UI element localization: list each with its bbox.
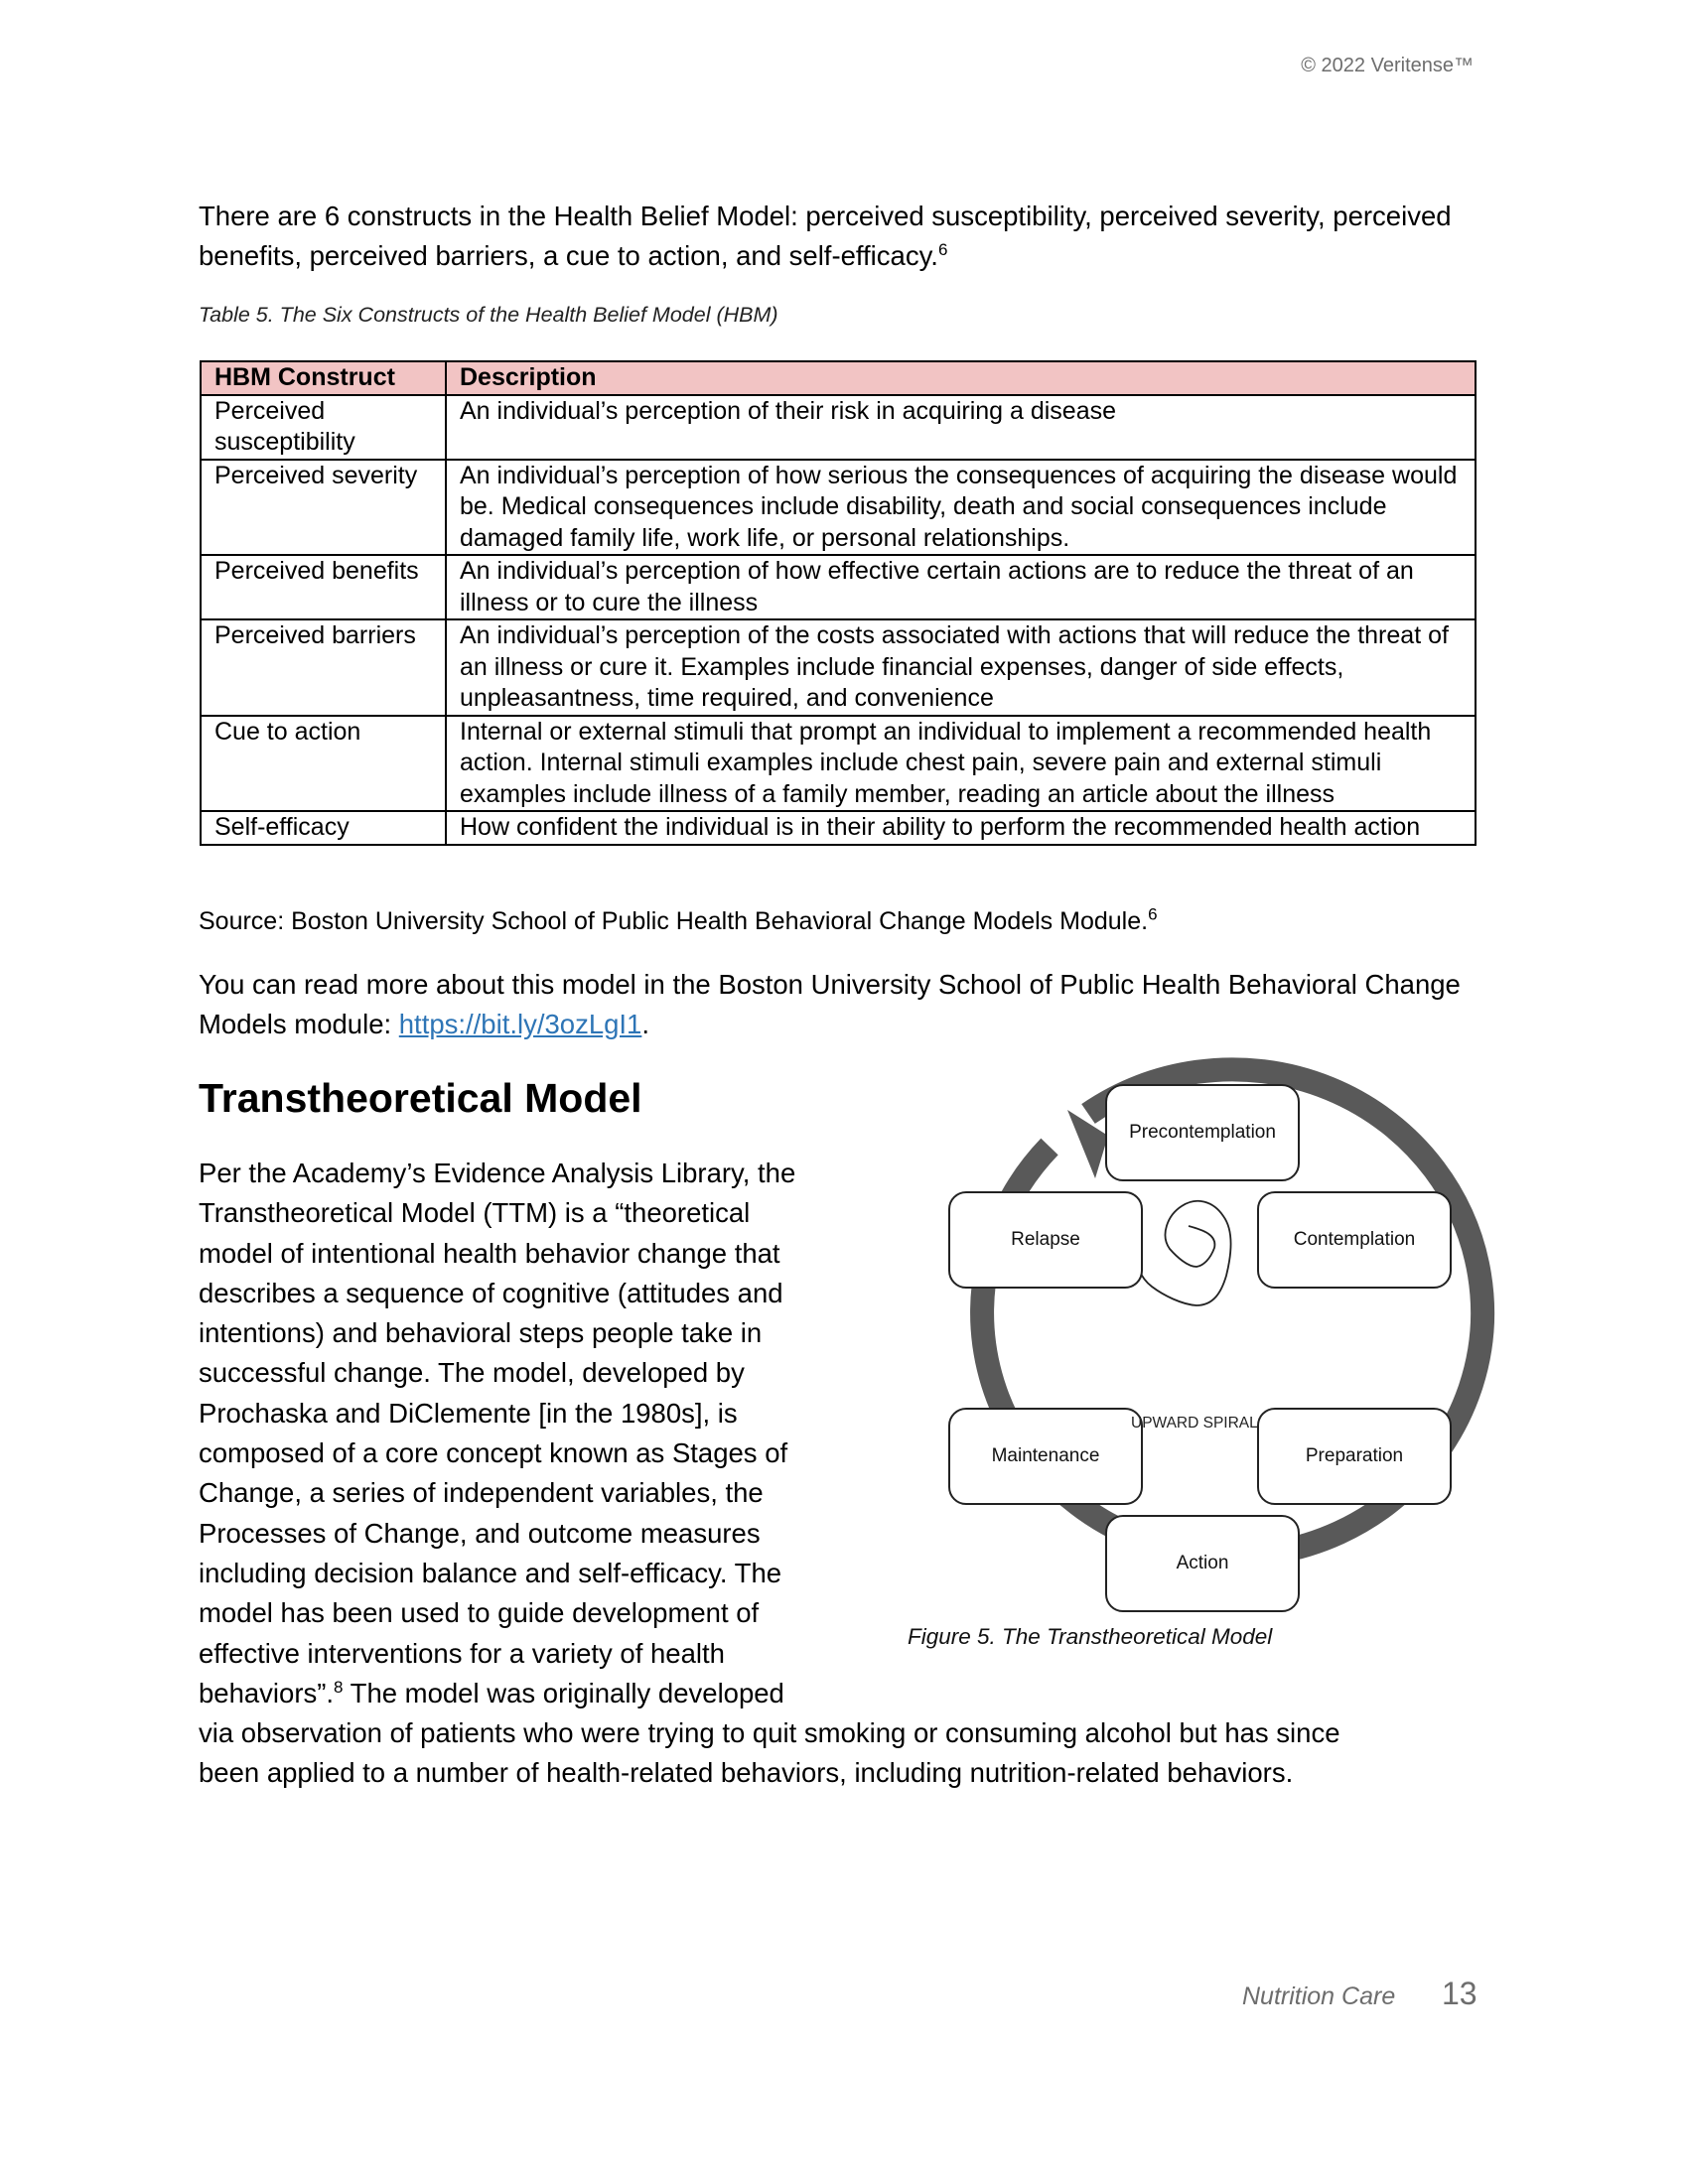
stage-action: Action [1105, 1515, 1300, 1612]
table-row [201, 811, 1476, 845]
paragraph-line: been applied to a number of health-related behaviors, including nutrition-related behaviors. [199, 1757, 1294, 1789]
column-header: Description [446, 361, 1476, 395]
paragraph-line: model has been used to guide development of [199, 1597, 760, 1629]
construct-cell: Perceived severity [201, 460, 446, 556]
stage-preparation: Preparation [1257, 1408, 1452, 1505]
source-text: Source: Boston University School of Public Health Behavioral Change Models Module. [199, 907, 1149, 935]
paragraph-line: Prochaska and DiClemente [in the 1980s], is [199, 1397, 738, 1429]
description-cell: How confident the individual is in their ability to perform the recommended health action [446, 811, 1476, 845]
description-cell: An individual’s perception of their risk in acquiring a disease [446, 395, 1476, 460]
table-header-row [201, 361, 1476, 395]
read-more-trailing: . [641, 1009, 649, 1039]
table-row [201, 460, 1476, 556]
stage-relapse: Relapse [948, 1191, 1143, 1289]
paragraph-line: effective interventions for a variety of health [199, 1637, 725, 1669]
paragraph-line: successful change. The model, developed by [199, 1357, 745, 1389]
table-row [201, 395, 1476, 460]
stage-precontemplation: Precontemplation [1105, 1084, 1300, 1181]
footnote-ref: 6 [1148, 904, 1158, 924]
line-text: behaviors”. [199, 1677, 335, 1708]
page-number: 13 [1442, 1976, 1477, 2011]
stage-contemplation: Contemplation [1257, 1191, 1452, 1289]
description-cell: Internal or external stimuli that prompt an individual to implement a recommended health action. Internal stimuli examples include chest pain, severe pain and external stimuli examples include illness of a family member, reading an article about the illness [446, 716, 1476, 812]
table-source [199, 905, 1158, 937]
description-cell: An individual’s perception of the costs associated with actions that will reduce the threat of an illness or cure it. Examples include financial expenses, danger of side effects, unpleasantness, time required, and convenience [446, 619, 1476, 716]
paragraph-line: intentions) and behavioral steps people take in [199, 1317, 763, 1349]
construct-cell: Perceived susceptibility [201, 395, 446, 460]
paragraph-line: Processes of Change, and outcome measures [199, 1517, 761, 1549]
line-text: The model was originally developed [343, 1677, 784, 1708]
construct-cell: Cue to action [201, 716, 446, 812]
description-cell: An individual’s perception of how serious the consequences of acquiring the disease would be. Medical consequences include disability, death and social consequences include damaged family life, work life, or personal relationships. [446, 460, 1476, 556]
spiral-icon [1133, 1201, 1231, 1305]
construct-cell: Perceived barriers [201, 619, 446, 716]
read-more-text: You can read more about this model in the Boston University School of Public Health Behavioral Change Models module: [199, 969, 1461, 1039]
paragraph-line: model of intentional health behavior change that [199, 1237, 780, 1269]
copyright-notice: © 2022 Veritense™ [1301, 55, 1474, 76]
intro-text: There are 6 constructs in the Health Belief Model: perceived susceptibility, perceived severity, perceived benefits, perceived barriers, a cue to action, and self-efficacy. [199, 201, 1452, 271]
ttm-diagram [933, 1052, 1569, 1628]
paragraph-line: composed of a core concept known as Stages of [199, 1437, 788, 1469]
paragraph-line [199, 1674, 1489, 1713]
stage-maintenance: Maintenance [948, 1408, 1143, 1505]
description-cell: An individual’s perception of how effective certain actions are to reduce the threat of an illness or to cure the illness [446, 555, 1476, 619]
read-more-paragraph [199, 965, 1489, 1044]
footer-title: Nutrition Care [1242, 1982, 1396, 2010]
paragraph-line: Per the Academy’s Evidence Analysis Library, the [199, 1158, 796, 1188]
paragraph-line: Change, a series of independent variables, the [199, 1477, 764, 1509]
figure-caption: Figure 5. The Transtheoretical Model [908, 1624, 1273, 1649]
paragraph-line: describes a sequence of cognitive (attitudes and [199, 1277, 783, 1308]
paragraph-line: Transtheoretical Model (TTM) is a “theoretical [199, 1197, 751, 1229]
paragraph-line: including decision balance and self-efficacy. The [199, 1557, 782, 1588]
table-row [201, 619, 1476, 716]
construct-cell: Self-efficacy [201, 811, 446, 845]
cycle-arrowhead-icon [1067, 1110, 1108, 1178]
column-header: HBM Construct [201, 361, 446, 395]
paragraph-line: via observation of patients who were trying to quit smoking or consuming alcohol but has since [199, 1717, 1340, 1749]
upward-spiral-label: UPWARD SPIRAL [1131, 1415, 1258, 1432]
hbm-table [200, 360, 1477, 846]
footnote-ref: 8 [334, 1677, 344, 1697]
construct-cell: Perceived benefits [201, 555, 446, 619]
table-caption: Table 5. The Six Constructs of the Health Belief Model (HBM) [199, 303, 778, 327]
intro-paragraph [199, 197, 1489, 276]
table-row [201, 716, 1476, 812]
table-row [201, 555, 1476, 619]
section-heading: Transtheoretical Model [199, 1075, 642, 1121]
footnote-ref: 6 [937, 239, 948, 259]
module-link[interactable]: https://bit.ly/3ozLgI1 [398, 1009, 642, 1039]
